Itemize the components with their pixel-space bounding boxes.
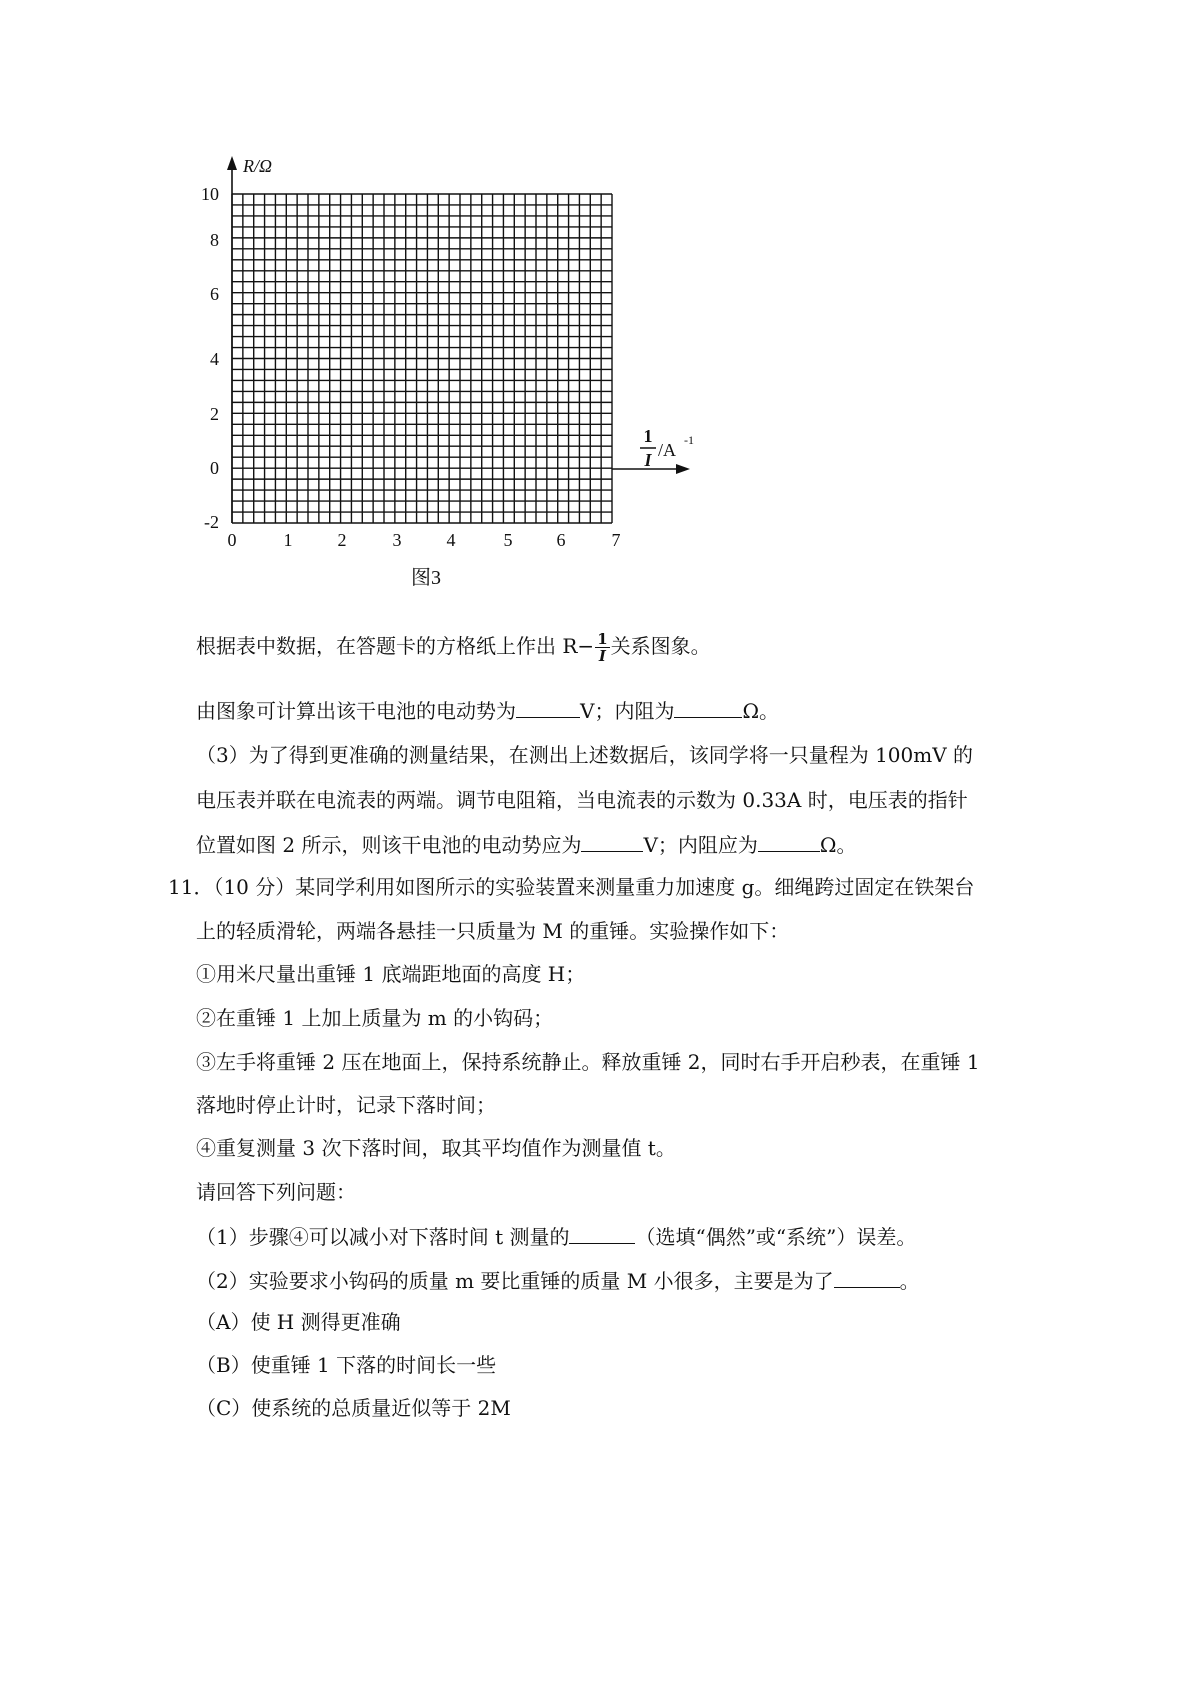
x-axis-label-denominator: I	[644, 450, 652, 470]
fraction-denominator: I	[598, 647, 606, 665]
plot-instruction-text: 根据表中数据，在答题卡的方格纸上作出 R−	[196, 634, 595, 658]
x-tick-label: 7	[611, 530, 621, 550]
option-c: （C）使系统的总质量近似等于 2M	[196, 1396, 511, 1420]
y-tick-label: 6	[210, 284, 219, 304]
q11-step-4: ④重复测量 3 次下落时间，取其平均值作为测量值 t。	[196, 1136, 676, 1160]
emf-question-text: 由图象可计算出该干电池的电动势为	[196, 699, 516, 723]
resistance-answer-blank[interactable]	[674, 695, 742, 718]
graph-grid	[232, 194, 612, 523]
q11-subquestion-2-tail: 。	[899, 1269, 920, 1293]
q11-step-1: ①用米尺量出重锤 1 底端距地面的高度 H；	[196, 962, 586, 986]
q11-subquestion-1	[196, 1221, 916, 1251]
x-tick-labels	[228, 530, 621, 550]
corrected-resistance-blank[interactable]	[758, 829, 820, 852]
fraction-numerator: 1	[597, 630, 608, 648]
corrected-emf-blank[interactable]	[581, 829, 643, 852]
part3-line-3-end: Ω。	[819, 833, 857, 857]
q11-line-2: 上的轻质滑轮，两端各悬挂一只质量为 M 的重锤。实验操作如下：	[196, 919, 790, 943]
part3-line-3-text: 位置如图 2 所示，则该干电池的电动势应为	[196, 833, 582, 857]
x-tick-label: 2	[337, 530, 347, 550]
y-tick-label: -2	[204, 512, 219, 532]
x-axis-label-numerator: 1	[643, 426, 653, 446]
x-tick-label: 6	[556, 530, 566, 550]
y-axis-arrowhead-icon	[227, 156, 237, 170]
x-axis-label-exponent: -1	[684, 433, 694, 447]
error-type-blank[interactable]	[569, 1221, 635, 1244]
x-tick-label: 1	[283, 530, 293, 550]
y-tick-label: 10	[201, 184, 219, 204]
q11-subquestion-2	[196, 1265, 920, 1295]
y-tick-label: 4	[210, 349, 219, 369]
q11-subquestion-1-tail: （选填“偶然”或“系统”）误差。	[635, 1225, 917, 1249]
purpose-blank[interactable]	[834, 1265, 900, 1288]
emf-answer-blank[interactable]	[516, 695, 580, 718]
q11-subquestion-2-text: （2）实验要求小钩码的质量 m 要比重锤的质量 M 小很多，主要是为了	[196, 1269, 834, 1293]
q11-line-1: 11．（10 分）某同学利用如图所示的实验装置来测量重力加速度 g。细绳跨过固定在铁架台	[168, 875, 975, 899]
x-axis-label-unit: /A	[658, 440, 676, 460]
q11-step-2: ②在重锤 1 上加上质量为 m 的小钩码；	[196, 1006, 554, 1030]
option-b: （B）使重锤 1 下落的时间长一些	[196, 1353, 497, 1377]
x-tick-label: 3	[392, 530, 402, 550]
part3-line-1: （3）为了得到更准确的测量结果，在测出上述数据后，该同学将一只量程为 100mV 的	[196, 743, 974, 767]
q11-prompt: 请回答下列问题：	[196, 1180, 356, 1204]
x-tick-label: 0	[227, 530, 237, 550]
x-tick-label: 4	[446, 530, 456, 550]
reciprocal-current-fraction	[595, 631, 609, 664]
grid-graph	[0, 0, 1200, 640]
part3-line-2: 电压表并联在电流表的两端。调节电阻箱，当电流表的示数为 0.33A 时，电压表的指针	[196, 788, 968, 812]
emf-unit-text: V；内阻为	[580, 699, 675, 723]
part3-line-3-mid: V；内阻应为	[643, 833, 758, 857]
plot-instruction	[196, 631, 711, 664]
q11-step-3-line-1: ③左手将重锤 2 压在地面上，保持系统静止。释放重锤 2，同时右手开启秒表，在重锤 1	[196, 1050, 980, 1074]
x-tick-label: 5	[503, 530, 513, 550]
x-axis-arrowhead-icon	[676, 464, 690, 474]
q11-subquestion-1-text: （1）步骤④可以减小对下落时间 t 测量的	[196, 1225, 570, 1249]
y-tick-label: 2	[210, 404, 219, 424]
option-a: （A）使 H 测得更准确	[196, 1310, 401, 1334]
y-tick-labels	[201, 184, 219, 532]
y-axis-label: R/Ω	[243, 156, 273, 176]
plot-instruction-tail: 关系图象。	[610, 634, 711, 658]
q11-step-3-line-2: 落地时停止计时，记录下落时间；	[196, 1093, 496, 1117]
figure-caption: 图3	[411, 567, 441, 589]
part3-line-3	[196, 829, 857, 859]
x-axis-label	[640, 426, 694, 470]
resistance-unit-text: Ω。	[742, 699, 780, 723]
emf-question	[196, 695, 779, 725]
y-tick-label: 0	[210, 458, 219, 478]
y-tick-label: 8	[210, 230, 219, 250]
